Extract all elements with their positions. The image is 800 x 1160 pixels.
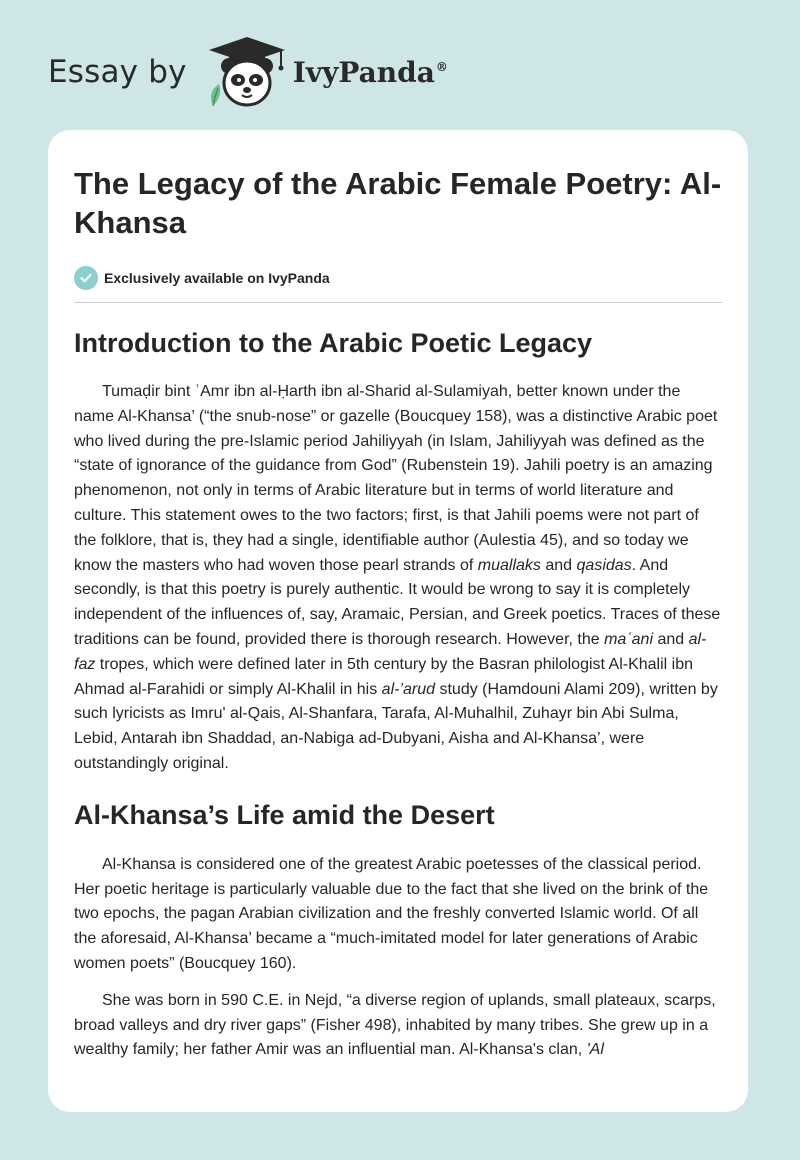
check-icon [74, 266, 98, 290]
essay-card [48, 130, 748, 1112]
paragraph-life-1: Al-Khansa is considered one of the greatest Arabic poetesses of the classical period. Her poetic heritage is particularly valuable due to the fact that she lived on the brink of the two epochs, the pagan Arabian civilization and the freshly converted Islamic world. Of all the aforesaid, Al-Khansa’ became a “much-imitated model for later generations of Arabic women poets” (Boucquey 160). [74, 855, 709, 972]
paragraph-life-2: She was born in 590 C.E. in Nejd, “a diverse region of uplands, small plateaux, scarps, broad valleys and dry river gaps” (Fisher 498), inhabited by many tribes. She grew up in a wealthy family; her father Amir was an influential man. Al-Khansa's clan, 'Al [74, 991, 716, 1059]
essay-by-label: Essay by [48, 54, 187, 90]
exclusive-label: Exclusively available on IvyPanda [104, 270, 330, 286]
section-heading-introduction: Introduction to the Arabic Poetic Legacy [74, 328, 593, 358]
divider [74, 302, 722, 303]
exclusive-badge [74, 264, 722, 292]
panda-logo-icon [201, 34, 287, 110]
essay-title: The Legacy of the Arabic Female Poetry: Al-Khansa [74, 166, 722, 240]
site-header [48, 34, 448, 110]
section-heading-life: Al-Khansa’s Life amid the Desert [74, 799, 495, 830]
paragraph-introduction: Tumaḍir bint ʿAmr ibn al-Ḥarth ibn al-Sharid al-Sulamiyah, better known under the name Al-Khansa’ (“the snub-nose” or gazelle (Boucquey 158), was a distinctive Arabic poet who lived during the pre-Islamic period Jahiliyyah (in Islam, Jahiliyyah was defined as the “state of ignorance of the guidance from God” (Rubenstein 19). Jahili poetry is an amazing phenomenon, not only in terms of Arabic literature but in terms of world literature and culture. This statement owes to the two factors; first, is that Jahili poems were not part of the folklore, that is, they had a single, identifiable author (Aulestia 45), and so today we know the masters who had woven those pearl strands of muallaks and qasidas. And secondly, is that this poetry is purely authentic. It would be wrong to say it is completely independent of the influences of, say, Aramaic, Persian, and Greek poetics. Traces of these traditions can be found, provided there is thorough research. However, the maʿani and al-faz tropes, which were defined later in 5th century by the Basran philologist Al-Khalil ibn Ahmad al-Farahidi or simply Al-Khalil in his al-’arud study (Hamdouni Alami 209), written by such lyricists as Imru' al-Qais, Al-Shanfara, Tarafa, Al-Muhalhil, Zuhayr bin Abi Sulma, Lebid, Antarah ibn Shaddad, an-Nabiga ad-Dubyani, Aisha and Al-Khansa’, were outstandingly original. [74, 383, 721, 772]
brand-name: IvyPanda® [292, 55, 448, 89]
registered-mark: ® [435, 59, 448, 74]
